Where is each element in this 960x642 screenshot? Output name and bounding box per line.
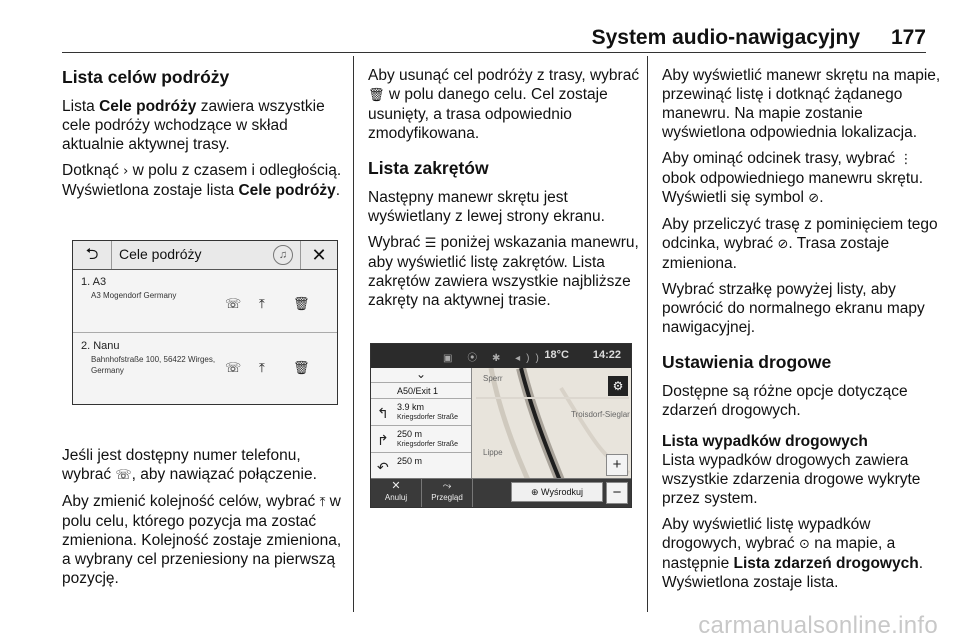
turn-list-screenshot bbox=[370, 343, 632, 508]
watermark: carmanualsonline.info bbox=[698, 612, 938, 639]
page-header bbox=[0, 0, 960, 52]
delete-icon[interactable]: 🗑 bbox=[293, 360, 310, 375]
clock: 14:22 bbox=[592, 349, 621, 361]
list-item[interactable]: A50/Exit 1 bbox=[371, 382, 471, 399]
traffic-icon: ⊙ bbox=[798, 537, 810, 552]
paragraph: Aby zmienić kolejność celów, wybrać ⤒ w polu celu, którego pozycja ma zostać zmieniona. Kolejność zostaje zmieniona, a wybrany cel przeniesiony na pierwszą pozycję. bbox=[62, 493, 342, 587]
paragraph: Aby wyświetlić manewr skrętu na mapie, przewinąć listę i dotknąć żądanego manewru. Na mapie zostanie wyświetlona odpowiednia lokalizacja. bbox=[662, 67, 941, 141]
paragraph: Lista wypadków drogowych zawiera wszystkie zdarzenia drogowe wykryte przez system. bbox=[662, 452, 921, 507]
close-icon[interactable]: ✕ bbox=[300, 241, 337, 269]
column-divider bbox=[647, 56, 648, 612]
column-3 bbox=[662, 66, 942, 599]
chevron-down-icon[interactable]: ⌄ bbox=[415, 367, 427, 381]
bottom-toolbar bbox=[371, 478, 631, 507]
phone-icon: ☏ bbox=[115, 468, 132, 483]
move-to-top-icon[interactable]: ⤒ bbox=[259, 296, 265, 311]
destination-list bbox=[73, 270, 337, 404]
column-1 bbox=[62, 66, 346, 207]
header-title: System audio-nawigacyjny bbox=[591, 26, 860, 49]
status-bar bbox=[371, 344, 631, 368]
page-number: 177 bbox=[890, 26, 926, 49]
map-label: Troisdorf-Sieglar bbox=[571, 410, 630, 419]
avoid-icon: ⊘ bbox=[777, 237, 789, 252]
chevron-right-icon: › bbox=[123, 164, 129, 179]
section-heading: Ustawienia drogowe bbox=[662, 352, 832, 372]
section-heading: Lista zakrętów bbox=[368, 158, 489, 178]
paragraph: Wybrać ☰ poniżej wskazania manewru, aby wyświetlić listę zakrętów. Lista zakrętów zawiera wszystkie najbliższe zakręty na aktywnej trasie. bbox=[368, 234, 639, 309]
destination-name: 1. A3 bbox=[81, 276, 107, 288]
paragraph: Aby wyświetlić listę wypadków drogowych, wybrać ⊙ na mapie, a następnie Lista zdarzeń drogowych. Wyświetlona zostaje lista. bbox=[662, 516, 924, 591]
overview-button[interactable]: ⤳ Przegląd bbox=[422, 479, 473, 507]
paragraph: Aby usunąć cel podróży z trasy, wybrać 🗑 w polu danego celu. Cel zostaje usunięty, a trasa odpowiednio zmodyfikowana. bbox=[368, 67, 640, 142]
paragraph: Jeśli jest dostępny numer telefonu, wybrać ☏, aby nawiązać połączenie. bbox=[62, 447, 317, 483]
avoid-icon: ⊘ bbox=[808, 191, 820, 206]
header-rule bbox=[62, 52, 926, 53]
turn-arrow-icon: ↱ bbox=[377, 432, 389, 448]
destination-name: 2. Nanu bbox=[81, 340, 120, 352]
paragraph: Aby przeliczyć trasę z pominięciem tego odcinka, wybrać ⊘. Trasa zostaje zmieniona. bbox=[662, 216, 938, 272]
destination-list-screenshot bbox=[72, 240, 338, 405]
screen-title: Cele podróży bbox=[119, 246, 202, 262]
map-label: Lippe bbox=[483, 448, 503, 457]
more-options-icon: ⋮ bbox=[899, 152, 913, 167]
paragraph: Aby ominąć odcinek trasy, wybrać ⋮ obok odpowiedniego manewru skrętu. Wyświetli się symbol ⊘. bbox=[662, 150, 924, 206]
music-icon[interactable]: ♫ bbox=[273, 245, 293, 265]
list-item[interactable]: ↶ 250 m bbox=[371, 452, 471, 479]
route-icon: ⤳ bbox=[442, 480, 452, 492]
section-heading: Lista celów podróży bbox=[62, 67, 230, 87]
center-map-button[interactable]: ⊕ Wyśrodkuj bbox=[511, 482, 603, 502]
turn-list bbox=[371, 368, 472, 478]
list-item[interactable]: ↱ 250 m Kriegsdorfer Straße bbox=[371, 425, 471, 453]
column-2 bbox=[368, 66, 640, 317]
paragraph: Lista Cele podróży zawiera wszystkie cele podróży wchodzące w skład aktualnie aktywnej trasy. bbox=[62, 98, 325, 153]
turn-arrow-icon: ↶ bbox=[377, 459, 389, 475]
destination-address: A3 Mogendorf Germany bbox=[91, 291, 177, 300]
temperature: 18°C bbox=[544, 349, 569, 361]
list-item[interactable]: ↰ 3.9 km Kriegsdorfer Straße bbox=[371, 398, 471, 426]
back-icon[interactable]: ⮌ bbox=[73, 241, 112, 269]
close-icon: ✕ bbox=[391, 480, 401, 492]
list-item[interactable] bbox=[73, 334, 337, 405]
move-to-top-icon[interactable]: ⤒ bbox=[259, 360, 265, 375]
destination-address: Germany bbox=[91, 366, 124, 375]
delete-icon[interactable]: 🗑 bbox=[293, 296, 310, 311]
subsection-heading: Lista wypadków drogowych bbox=[662, 433, 868, 450]
list-icon: ☰ bbox=[424, 236, 437, 251]
turn-arrow-icon: ↰ bbox=[377, 405, 389, 421]
cancel-button[interactable]: ✕ Anuluj bbox=[371, 479, 422, 507]
map-label: Sperr bbox=[483, 374, 503, 383]
destination-address: Bahnhofstraße 100, 56422 Wirges, bbox=[91, 355, 216, 364]
paragraph: Dotknąć › w polu z czasem i odległością. Wyświetlona zostaje lista Cele podróży. bbox=[62, 162, 342, 199]
paragraph: Wybrać strzałkę powyżej listy, aby powrócić do normalnego ekranu mapy nawigacyjnej. bbox=[662, 281, 925, 336]
paragraph: Następny manewr skrętu jest wyświetlany z lewej strony ekranu. bbox=[368, 189, 605, 225]
row-divider bbox=[73, 332, 337, 333]
gear-icon[interactable]: ⚙ bbox=[608, 376, 628, 396]
paragraph: Dostępne są różne opcje dotyczące zdarzeń drogowych. bbox=[662, 383, 908, 419]
column-1-continued bbox=[62, 446, 346, 595]
move-to-top-icon: ⤒ bbox=[319, 495, 326, 510]
screen-title-bar bbox=[73, 241, 337, 270]
phone-icon[interactable]: ☏ bbox=[225, 296, 242, 311]
column-divider bbox=[353, 56, 354, 612]
delete-icon: 🗑 bbox=[368, 88, 385, 103]
phone-icon[interactable]: ☏ bbox=[225, 360, 242, 375]
zoom-out-button[interactable]: − bbox=[606, 482, 628, 504]
zoom-in-button[interactable]: + bbox=[606, 454, 628, 476]
status-icons: ▣ ⦿ ✱ ◂)) bbox=[443, 353, 545, 364]
